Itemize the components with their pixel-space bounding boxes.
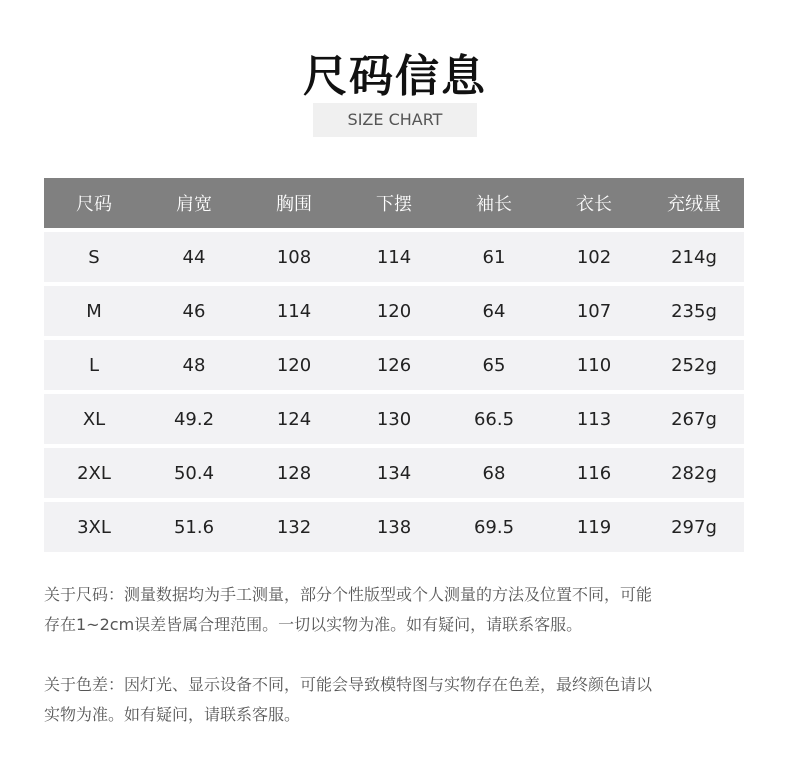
table-cell: 132 xyxy=(276,516,312,538)
table-cell: 107 xyxy=(576,300,612,322)
table-cell: XL xyxy=(82,408,106,430)
table-cell: 69.5 xyxy=(473,516,515,538)
table-cell: 114 xyxy=(276,300,312,322)
table-cell: 126 xyxy=(376,354,412,376)
table-cell: 297g xyxy=(671,516,717,538)
table-cell: 119 xyxy=(576,516,612,538)
table-cell: L xyxy=(88,354,100,376)
table-cell: 61 xyxy=(482,246,506,268)
header-cell-sleeve: 袖长 xyxy=(476,194,512,215)
table-cell: 65 xyxy=(482,354,506,376)
table-cell: 51.6 xyxy=(173,516,215,538)
color-note xyxy=(44,670,754,730)
table-header-row xyxy=(44,178,744,228)
table-row xyxy=(44,286,744,336)
table-cell: 267g xyxy=(671,408,717,430)
table-cell: 114 xyxy=(376,246,412,268)
table-cell: 3XL xyxy=(77,516,111,538)
page-title: 尺码信息 xyxy=(303,51,487,102)
header-cell-length: 衣长 xyxy=(576,194,612,215)
table-cell: 134 xyxy=(376,462,412,484)
table-cell: 124 xyxy=(276,408,312,430)
size-chart-table xyxy=(44,178,744,556)
table-cell: 66.5 xyxy=(473,408,515,430)
table-cell: S xyxy=(88,246,100,268)
table-row xyxy=(44,502,744,552)
table-cell: 120 xyxy=(376,300,412,322)
table-cell: 252g xyxy=(671,354,717,376)
size-note-line: 关于尺码：测量数据均为手工测量，部分个性版型或个人测量的方法及位置不同，可能 xyxy=(44,585,653,604)
table-cell: 110 xyxy=(576,354,612,376)
table-row xyxy=(44,394,744,444)
table-cell: 102 xyxy=(576,246,612,268)
table-cell: 68 xyxy=(482,462,506,484)
header-cell-down-fill: 充绒量 xyxy=(667,194,721,215)
table-cell: 113 xyxy=(576,408,612,430)
color-note-line: 实物为准。如有疑问，请联系客服。 xyxy=(44,705,301,724)
table-cell: 128 xyxy=(276,462,312,484)
table-cell: 2XL xyxy=(77,462,111,484)
table-cell: 50.4 xyxy=(173,462,215,484)
header-cell-shoulder: 肩宽 xyxy=(176,194,212,215)
table-cell: 46 xyxy=(182,300,206,322)
table-cell: M xyxy=(86,300,102,322)
table-row xyxy=(44,232,744,282)
table-cell: 64 xyxy=(482,300,506,322)
table-cell: 49.2 xyxy=(173,408,215,430)
size-note xyxy=(44,580,754,640)
color-note-line: 关于色差：因灯光、显示设备不同，可能会导致模特图与实物存在色差，最终颜色请以 xyxy=(44,675,653,694)
table-cell: 214g xyxy=(671,246,717,268)
header-cell-chest: 胸围 xyxy=(276,194,312,215)
table-cell: 282g xyxy=(671,462,717,484)
table-row xyxy=(44,448,744,498)
page-subtitle: SIZE CHART xyxy=(313,103,477,137)
header-cell-size: 尺码 xyxy=(76,194,112,215)
table-cell: 108 xyxy=(276,246,312,268)
table-cell: 48 xyxy=(182,354,206,376)
table-cell: 235g xyxy=(671,300,717,322)
table-cell: 130 xyxy=(376,408,412,430)
table-row xyxy=(44,340,744,390)
table-cell: 44 xyxy=(182,246,206,268)
table-cell: 138 xyxy=(376,516,412,538)
header-cell-hem: 下摆 xyxy=(376,194,412,215)
size-note-line: 存在1~2cm误差皆属合理范围。一切以实物为准。如有疑问，请联系客服。 xyxy=(44,615,583,634)
table-cell: 116 xyxy=(576,462,612,484)
table-cell: 120 xyxy=(276,354,312,376)
